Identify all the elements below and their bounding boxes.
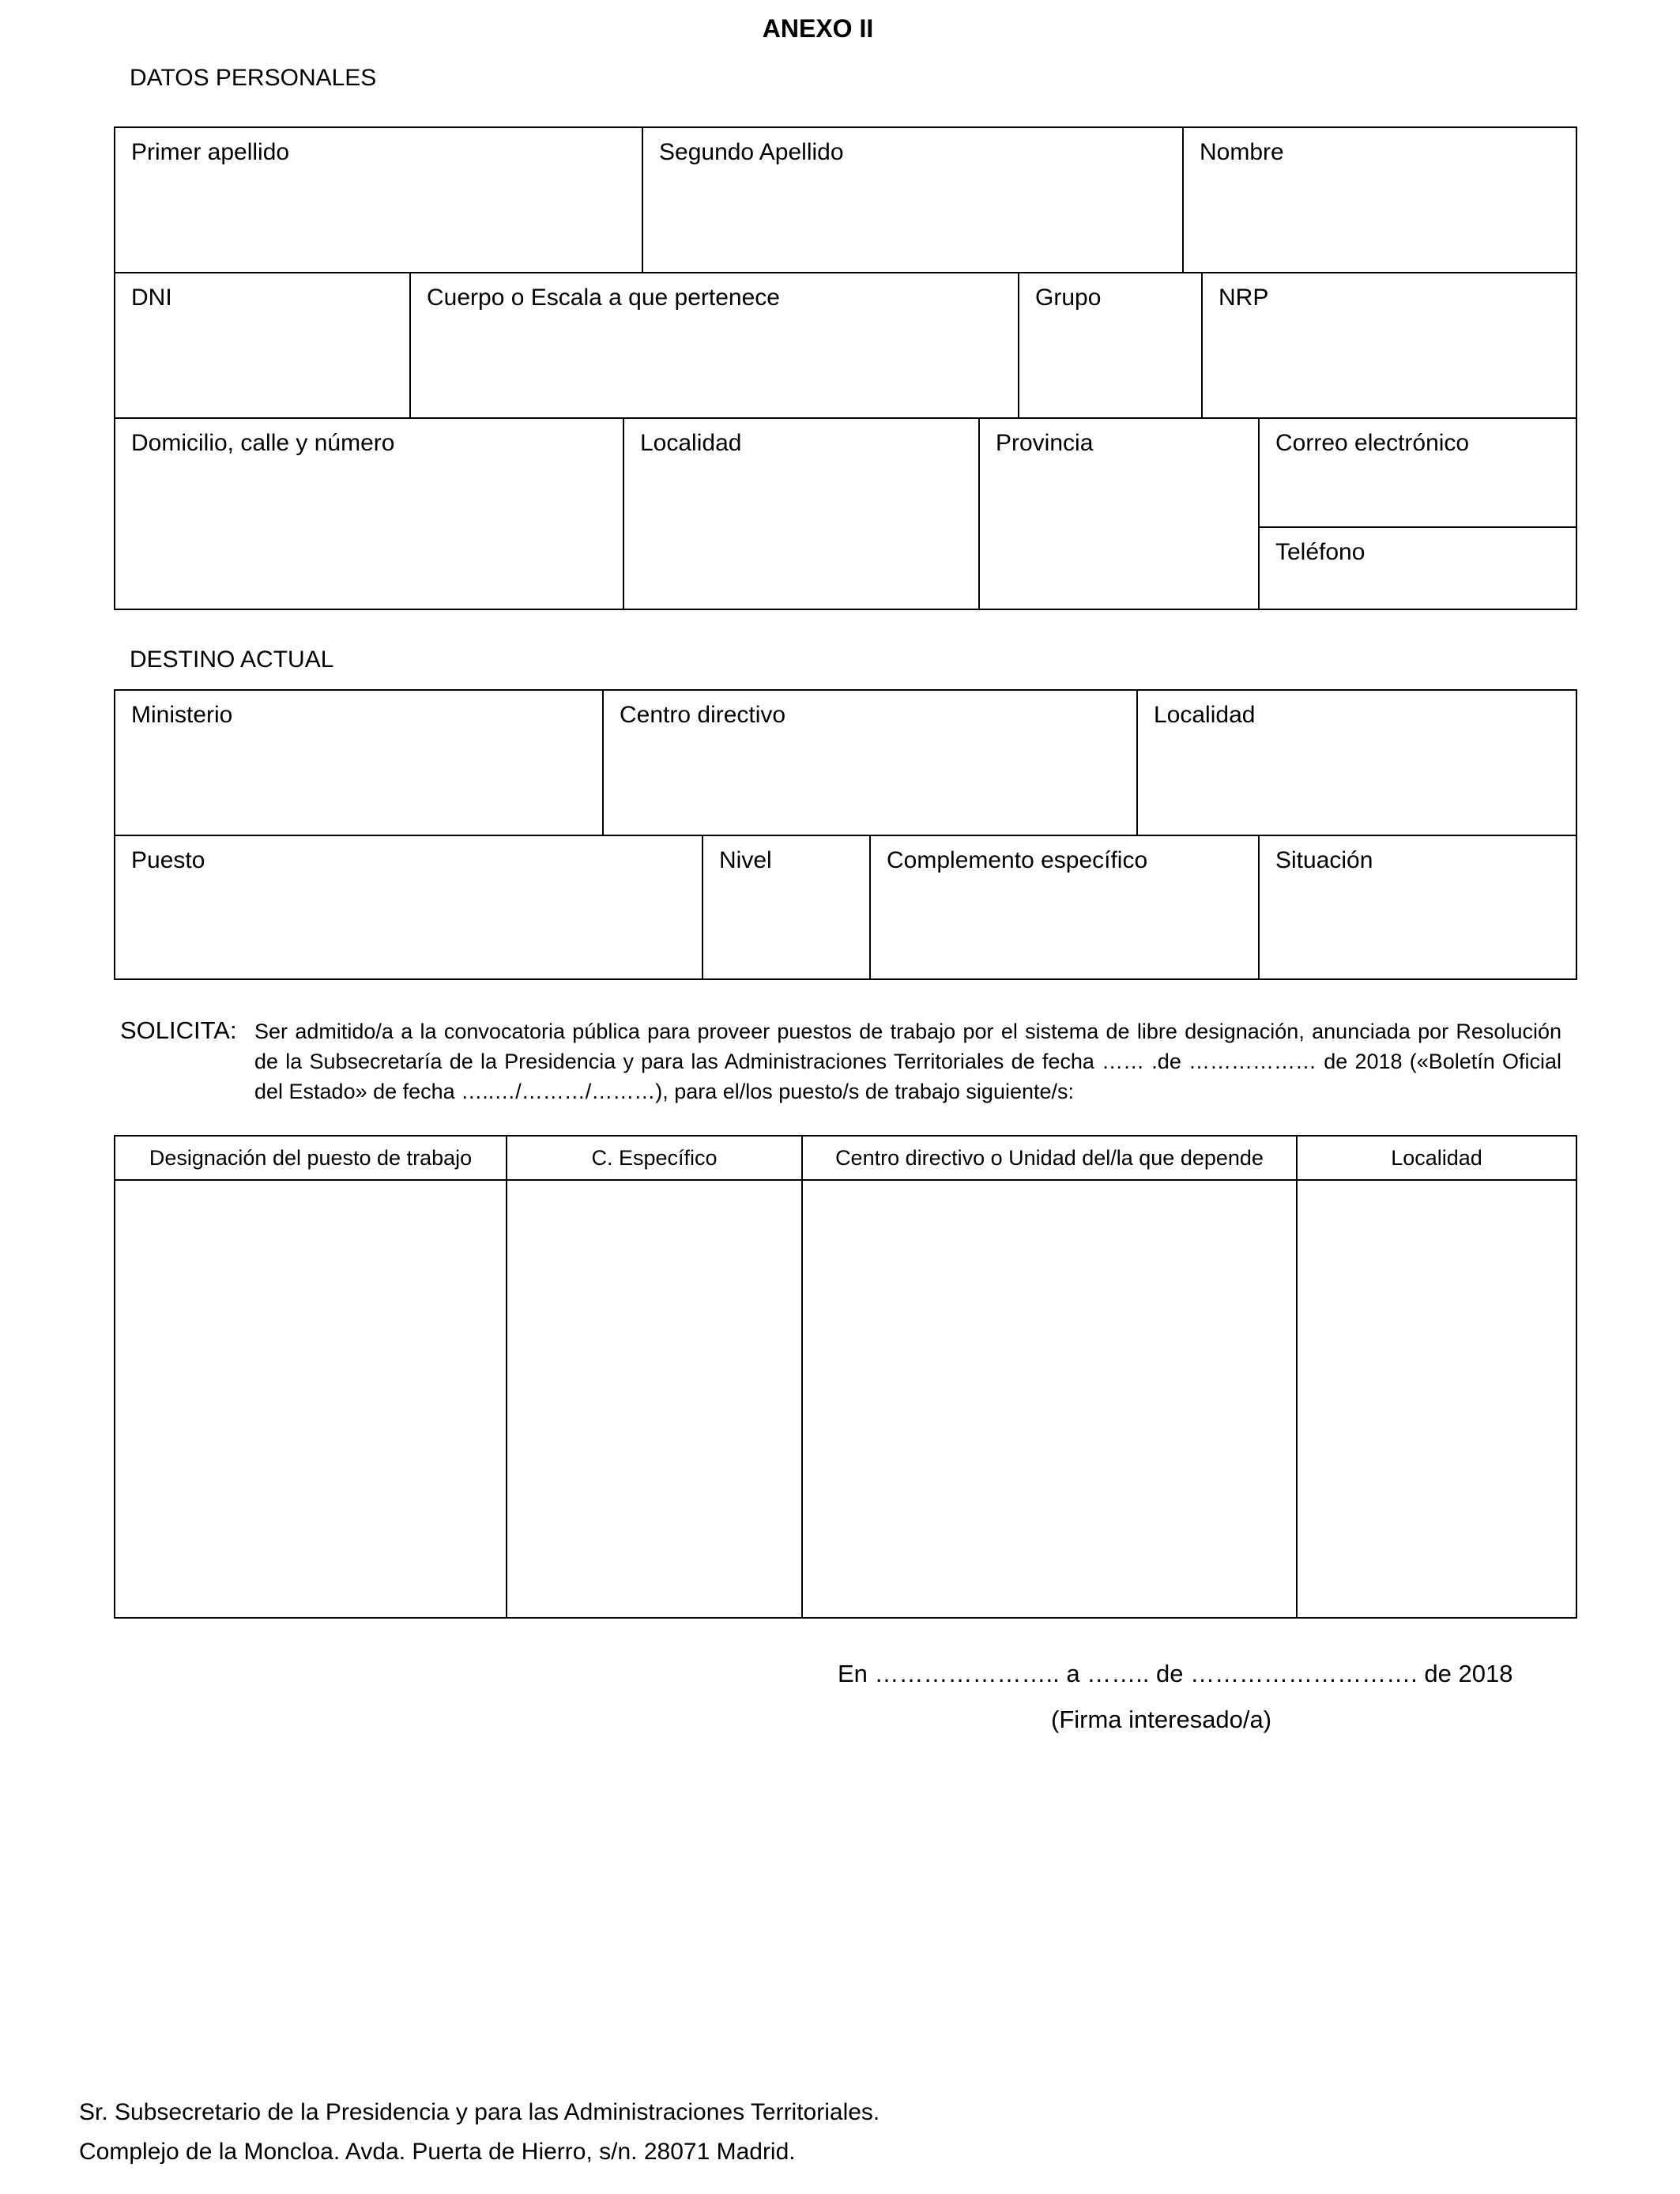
destino-actual-form [114,689,1577,980]
field-dni[interactable] [115,273,411,419]
field-label: Localidad [640,430,742,456]
field-label: Correo electrónico [1275,430,1470,456]
field-provincia[interactable] [980,419,1260,609]
signature-label: (Firma interesado/a) [1051,1706,1272,1733]
table-cell-centro-directivo[interactable] [803,1181,1298,1617]
puestos-table [114,1135,1577,1619]
field-label: Primer apellido [131,139,290,165]
table-header-designacion: Designación del puesto de trabajo [115,1137,507,1181]
field-primer-apellido[interactable] [115,128,643,273]
datos-personales-form [114,126,1577,610]
field-label: Cuerpo o Escala a que pertenece [427,285,780,311]
field-label: Puesto [131,847,205,873]
document-title: ANEXO II [762,14,874,43]
table-header-localidad: Localidad [1298,1137,1576,1181]
field-label: NRP [1219,285,1269,311]
footer-address: Complejo de la Moncloa. Avda. Puerta de Hierro, s/n. 28071 Madrid. [79,2139,796,2165]
field-localidad[interactable] [624,419,980,609]
field-label: Centro directivo [620,702,786,728]
field-label: Situación [1275,847,1373,873]
field-situacion[interactable] [1260,836,1576,978]
field-label: Grupo [1035,285,1102,311]
field-telefono[interactable] [1260,528,1576,609]
field-nrp[interactable] [1203,273,1576,419]
field-label: Teléfono [1275,539,1365,565]
field-grupo[interactable] [1019,273,1203,419]
field-label: Nivel [719,847,772,873]
field-segundo-apellido[interactable] [643,128,1184,273]
solicita-text: Ser admitido/a a la convocatoria pública para proveer puestos de trabajo por el sistema de libre designación, anunciada por Resolución de la Subsecretaría de la Presidencia y para las Administraciones Territoriales de fecha …… .de ……………… de 2018 («Boletín Oficial del Estado» de fecha …..…/………/………), para el/los puesto/s de trabajo siguiente/s: [254,1020,1561,1103]
field-localidad-destino[interactable] [1138,691,1576,836]
field-label: Ministerio [131,702,233,728]
table-header-c-especifico: C. Específico [507,1137,803,1181]
footer-recipient: Sr. Subsecretario de la Presidencia y para las Administraciones Territoriales. [79,2099,880,2125]
table-header-centro-directivo: Centro directivo o Unidad del/la que depende [803,1137,1298,1181]
field-complemento-especifico[interactable] [871,836,1260,978]
field-label: Localidad [1154,702,1256,728]
field-cuerpo-escala[interactable] [411,273,1019,419]
field-label: Provincia [996,430,1094,456]
field-nombre[interactable] [1184,128,1576,273]
field-label: Segundo Apellido [659,139,844,165]
field-nivel[interactable] [703,836,871,978]
table-cell-c-especifico[interactable] [507,1181,803,1617]
field-domicilio[interactable] [115,419,624,609]
field-correo-electronico[interactable] [1260,419,1576,528]
section-heading-destino-actual: DESTINO ACTUAL [130,647,334,673]
section-heading-datos-personales: DATOS PERSONALES [130,65,377,91]
field-label: Complemento específico [887,847,1148,873]
field-label: DNI [131,285,172,311]
field-ministerio[interactable] [115,691,604,836]
field-puesto[interactable] [115,836,703,978]
table-cell-designacion[interactable] [115,1181,507,1617]
solicita-label: SOLICITA: [120,1016,237,1044]
table-cell-localidad[interactable] [1298,1181,1576,1617]
field-centro-directivo[interactable] [604,691,1138,836]
field-label: Domicilio, calle y número [131,430,395,456]
field-label: Nombre [1200,139,1284,165]
date-line: En ………………….. a …….. de ………………………. de 2018 [838,1660,1513,1687]
